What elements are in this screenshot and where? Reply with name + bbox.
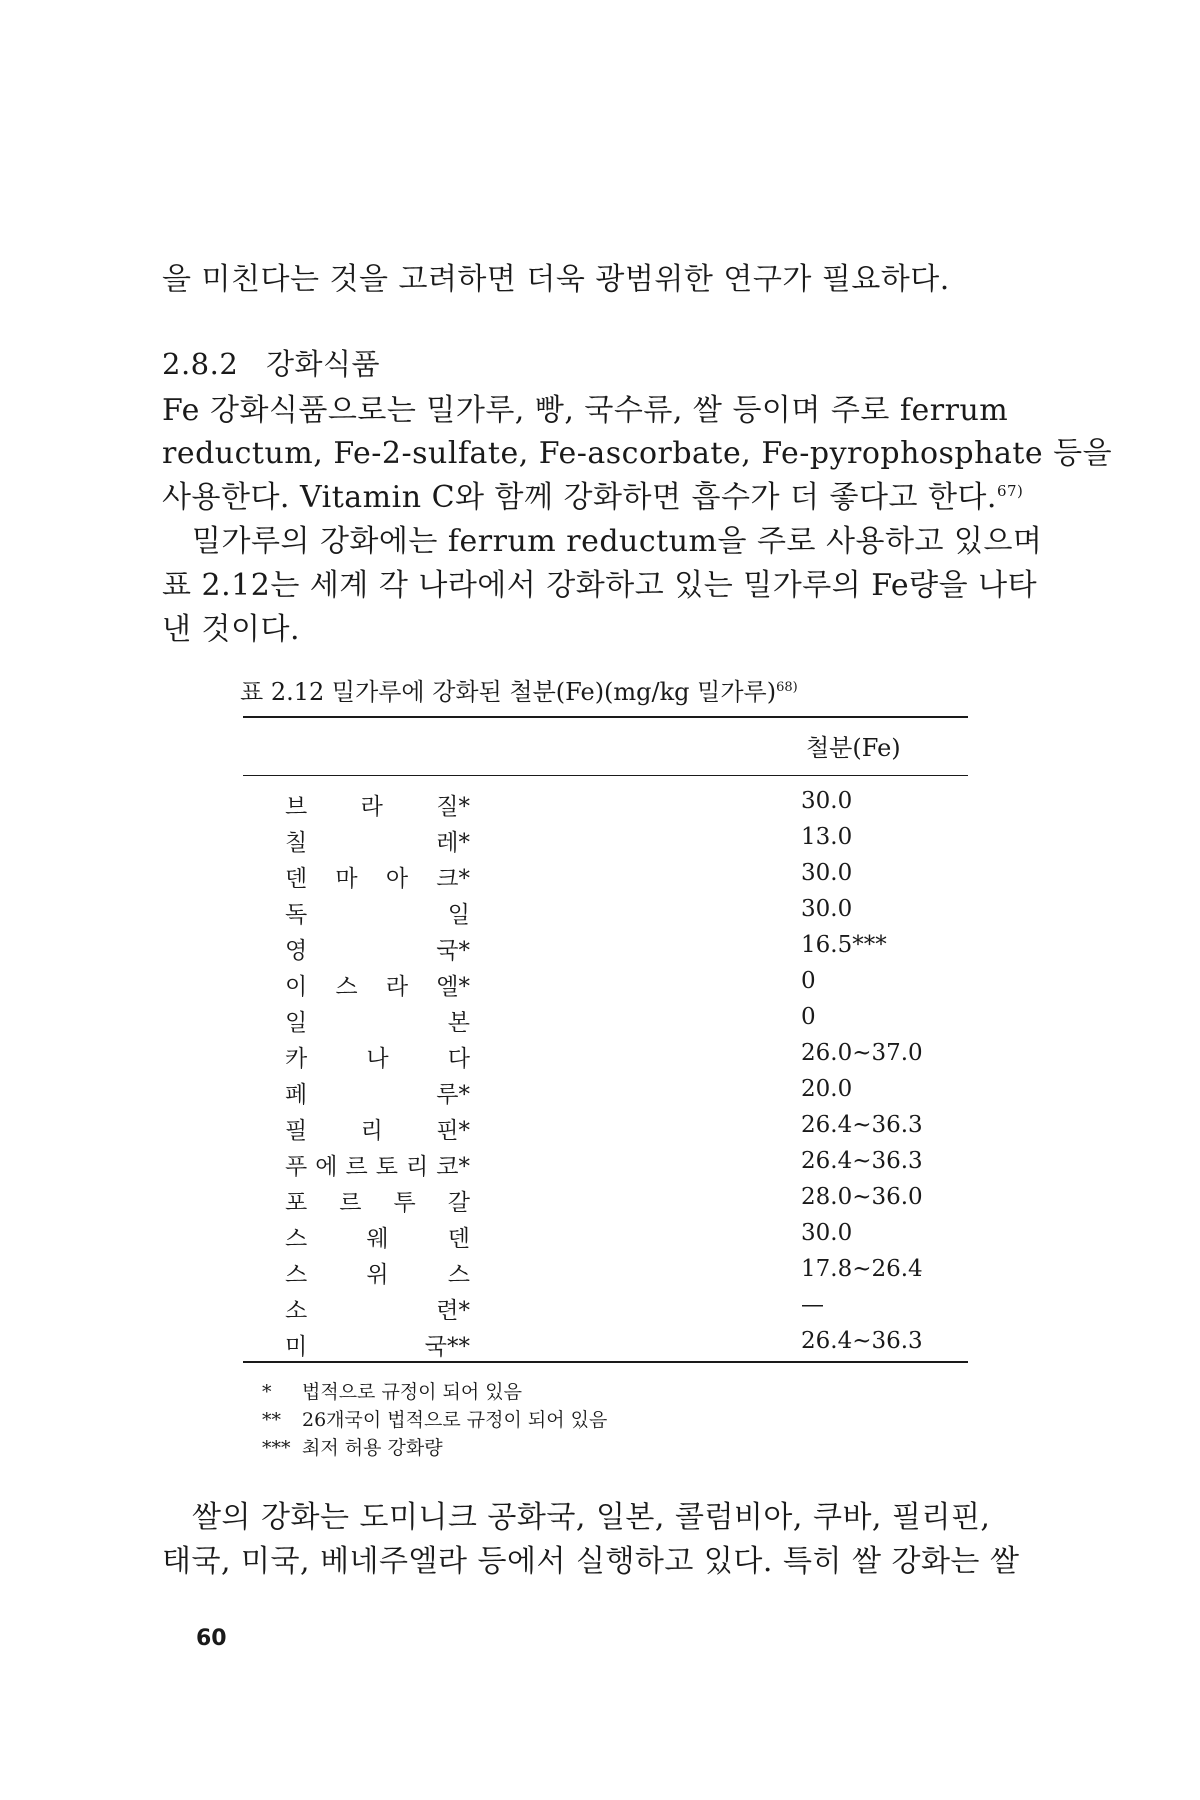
fe-value-cell: 30.0: [801, 896, 853, 922]
table-row: [285, 824, 985, 860]
fe-value-cell: 28.0~36.0: [801, 1184, 923, 1210]
country-cell: 스 위 스: [285, 1262, 470, 1288]
table-row: [285, 788, 985, 824]
country-cell: 영 국*: [285, 938, 470, 964]
table-caption-text: 표 2.12 밀가루에 강화된 철분(Fe)(mg/kg 밀가루): [240, 678, 777, 706]
fe-value-cell: 20.0: [801, 1076, 853, 1102]
paragraph-line: 태국, 미국, 베네주엘라 등에서 실행하고 있다. 특히 쌀 강화는 쌀: [162, 1544, 1020, 1579]
country-cell: 스 웨 덴: [285, 1226, 470, 1252]
column-header-fe: 철분(Fe): [806, 734, 901, 762]
table-row: [285, 1328, 985, 1364]
country-cell: 포 르 투 갈: [285, 1190, 470, 1216]
table-row: [285, 1004, 985, 1040]
fe-value-cell: 16.5***: [801, 932, 887, 958]
country-cell: 소 련*: [285, 1298, 470, 1324]
paragraph-line: reductum, Fe-2-sulfate, Fe-ascorbate, Fe-pyrophosphate 등을: [162, 436, 1113, 471]
note-text: 26개국이 법적으로 규정이 되어 있음: [302, 1409, 608, 1431]
fe-value-cell: 0: [801, 968, 816, 994]
paragraph-line: [162, 472, 1052, 516]
paragraph-line: 밀가루의 강화에는 ferrum reductum을 주로 사용하고 있으며: [192, 524, 1043, 559]
table-row: [285, 1040, 985, 1076]
section-number: 2.8.2: [162, 347, 239, 381]
table-note: [262, 1433, 607, 1461]
country-cell: 덴 마 아 크*: [285, 866, 470, 892]
table-note: [262, 1377, 607, 1405]
table-row: [285, 860, 985, 896]
fe-value-cell: 26.0~37.0: [801, 1040, 923, 1066]
caption-ref: 68): [776, 680, 798, 695]
country-cell: 미 국**: [285, 1334, 470, 1360]
note-text: 법적으로 규정이 되어 있음: [302, 1381, 523, 1403]
paragraph-text: 사용한다. Vitamin C와 함께 강화하면 흡수가 더 좋다고 한다.: [162, 480, 997, 515]
continuation-text: 을 미친다는 것을 고려하면 더욱 광범위한 연구가 필요하다.: [162, 262, 950, 297]
fe-value-cell: 13.0: [801, 824, 853, 850]
note-text: 최저 허용 강화량: [302, 1437, 443, 1459]
table-row: [285, 1256, 985, 1292]
table-row: [285, 896, 985, 932]
note-mark: **: [262, 1409, 281, 1431]
paragraph-line: 낸 것이다.: [162, 612, 300, 647]
fe-value-cell: 30.0: [801, 1220, 853, 1246]
page-number: 60: [196, 1626, 227, 1651]
section-heading: [162, 342, 1052, 383]
paragraph-line: Fe 강화식품으로는 밀가루, 빵, 국수류, 쌀 등이며 주로 ferrum: [162, 393, 1009, 428]
fe-value-cell: 17.8~26.4: [801, 1256, 923, 1282]
fe-value-cell: 30.0: [801, 860, 853, 886]
table-note: [262, 1405, 607, 1433]
fe-value-cell: —: [801, 1292, 824, 1318]
section-title: 강화식품: [266, 347, 381, 381]
fe-value-cell: 0: [801, 1004, 816, 1030]
table-row: [285, 1112, 985, 1148]
table-caption: [240, 672, 798, 707]
note-mark: *: [262, 1381, 272, 1403]
country-cell: 칠 레*: [285, 830, 470, 856]
country-cell: 필 리 핀*: [285, 1118, 470, 1144]
paragraph-line: 쌀의 강화는 도미니크 공화국, 일본, 콜럼비아, 쿠바, 필리핀,: [192, 1500, 991, 1535]
country-cell: 푸 에 르 토 리 코*: [285, 1154, 470, 1180]
country-cell: 독 일: [285, 902, 470, 928]
table-notes: [262, 1377, 607, 1461]
country-cell: 브 라 질*: [285, 794, 470, 820]
table-row: [285, 968, 985, 1004]
table-row: [285, 1184, 985, 1220]
table-row: [285, 932, 985, 968]
table-bottom-rule: [243, 1361, 968, 1363]
table-row: [285, 1220, 985, 1256]
citation-ref: 67): [996, 482, 1024, 500]
fe-value-cell: 26.4~36.3: [801, 1112, 923, 1138]
country-cell: 페 루*: [285, 1082, 470, 1108]
country-cell: 카 나 다: [285, 1046, 470, 1072]
table-row: [285, 1148, 985, 1184]
country-cell: 이 스 라 엘*: [285, 974, 470, 1000]
table-row: [285, 1292, 985, 1328]
paragraph-line: 표 2.12는 세계 각 나라에서 강화하고 있는 밀가루의 Fe량을 나타: [162, 568, 1038, 603]
country-cell: 일 본: [285, 1010, 470, 1036]
table-row: [285, 1076, 985, 1112]
note-mark: ***: [262, 1437, 291, 1459]
fe-value-cell: 26.4~36.3: [801, 1328, 923, 1354]
table-top-rule: [243, 716, 968, 718]
fe-value-cell: 30.0: [801, 788, 853, 814]
table-header-rule: [243, 775, 968, 776]
fe-value-cell: 26.4~36.3: [801, 1148, 923, 1174]
